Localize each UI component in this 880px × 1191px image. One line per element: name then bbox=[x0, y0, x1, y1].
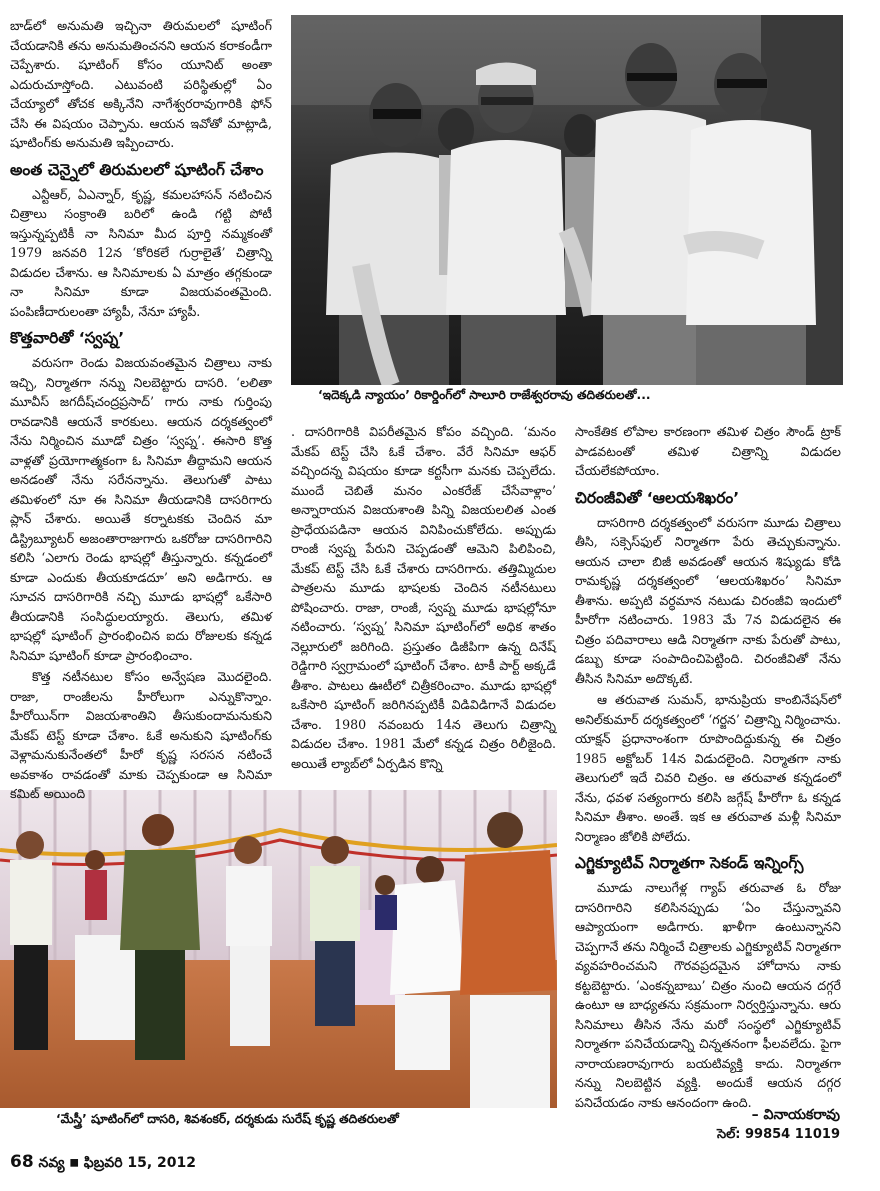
author-signature bbox=[660, 1105, 840, 1145]
paragraph: . దాసరిగారికి విపరీతమైన కోపం వచ్చింది. ‘మనం మేకప్ టెస్ట్ చేసి ఓకే చేశాం. వేరే సినిమా ఆఫర్ వచ్చిందన్న విషయం కూడా కర్టసీగా మనకు చెప్పలేదు. ముందే చెబితే మనం ఎంకరేజ్ చేసేవాళ్లాం’ అన్నారాయన విజయశాంతి పిన్ని విజయలలిత ఎంత ప్రాధేయపడినా ఆయన వినిపించుకోలేదు. అప్పుడు రాంజీ స్వప్న పేరుని చెప్పడంతో ఆమెని పిలిపించి, మేకప్ టెస్ట్ చేసి ఓకే చేశారు దాసరిగారు. తత్తిమ్మిదుల పాత్రలను మూడు భాషలకు చెందిన నటీనటులు పోషించారు. రాజా, రాంజీ, స్వప్న మూడు భాషల్లోనూ నటించారు. ‘స్వప్న’ సినిమా షూటింగ్‌లో అధిక శాతం నెల్లూరులో జరిగింది. ప్రస్తుతం డిజీపిగా ఉన్న దినేష్ రెడ్డిగారి స్వగ్రామంలో షూటింగ్ చేశాం. టాకీ పార్ట్ అక్కడే తీశాం. పాటలు ఊటీలో చిత్రీకరించాం. మూడు భాషల్లో ఒకేసారి షూటింగ్ జరిగినప్పటికీ విడివిడిగానే విడుదల చేశాం. 1980 నవంబరు 14న తెలుగు చిత్రాన్ని విడుదల చేశాం. 1981 మేలో కన్నడ చిత్రం రిలీజైంది. అయితే ల్యాబ్‌లో ఏర్పడిన కొన్ని bbox=[291, 424, 556, 771]
subheading: ఎగ్జిక్యూటివ్ నిర్మాతగా సెకండ్ ఇన్నింగ్స్ bbox=[575, 854, 804, 872]
page-number: 68 bbox=[10, 1152, 34, 1172]
paragraph: ఆ తరువాత సుమన్, భానుప్రియ కాంబినేషన్‌లో అనిల్‌కుమార్ దర్శకత్వంలో ‘గర్జన’ చిత్రాన్ని నిర్మించాను. యాక్షన్ ప్రధానాంశంగా రూపొందిద్దుకున్న ఈ చిత్రం 1985 అక్టోబర్ 14న విడుదలైంది. నిర్మాతగా నాకు తెలుగులో ఇదే చివరి చిత్రం. ఆ తరువాత కన్నడంలో నేను, ధవళ సత్యంగారు కలిసి జగ్గేష్ హీరోగా ఓ కన్నడ సినిమా తీశాం. అంతే. ఇక ఆ తరువాత మళ్లీ సినిమా నిర్మాణం జోలికి పోలేదు. bbox=[575, 692, 841, 844]
subheading: చిరంజీవితో ‘ఆలయశిఖరం’ bbox=[575, 488, 740, 507]
photo-mestri-shooting bbox=[0, 790, 557, 1108]
paragraph: సాంకేతిక లోపాల కారణంగా తమిళ చిత్రం సౌండ్ ట్రాక్ పాడవటంతో తమిళ చిత్రాన్ని విడుదల చేయలేకపోయాం. bbox=[575, 424, 841, 478]
paragraph: కొత్త నటీనటుల కోసం అన్వేషణ మొదలైంది. రాజా, రాంజీలను హీరోలుగా ఎన్నుకొన్నాం. హీరోయిన్‌గా విజయశాంతిని తీసుకుందామనుకుని మేకప్ టెస్ట్ కూడా చేశాం. ఓకే అనుకుని షూటింగ్‌కు వెళ్లామనుకునేంతలో హీరో కృష్ణ సరసన నటించే అవకాశం రావడంతో మాకు చెప్పకుండా ఆ సినిమా కమిట్ అయింది bbox=[10, 669, 272, 801]
magazine-name: నవ్య bbox=[38, 1155, 65, 1171]
bottom-photo-caption: ‘మేస్త్రీ’ షూటింగ్‌లో దాసరి, శివశంకర్, దర్శకుడు సురేష్ కృష్ణ తదితరులతో bbox=[56, 1112, 399, 1126]
subheading: అంత చెన్నైలో తిరుమలలో షూటింగ్ చేశాం bbox=[10, 160, 264, 179]
article-column-3 bbox=[575, 422, 841, 1114]
photo-shooting-image bbox=[0, 790, 557, 1108]
subheading: కొత్తవారితో ‘స్వప్న’ bbox=[10, 329, 125, 347]
author-name: – వినాయకరావు bbox=[751, 1107, 840, 1123]
issue-date: ఫిబ్రవరి 15, 2012 bbox=[83, 1155, 197, 1171]
article-column-2 bbox=[291, 422, 556, 775]
paragraph: ఎన్టీఆర్, ఏఎన్నార్, కృష్ణ, కమలహాసన్ నటించిన చిత్రాలు సంక్రాంతి బరిలో ఉండి గట్టి పోటీ ఇస్తున్నప్పటికీ నా సినిమా మీద పూర్తి నమ్మకంతో 1979 జనవరి 12న ‘కోరికలే గుర్రాలైతే’ చిత్రాన్ని విడుదల చేశాను. ఆ సినిమాలకు ఏ మాత్రం తగ్గకుండా నా సినిమా కూడా విజయవంతమైంది. పంపిణీదారులంతా హ్యాపీ, నేనూ హ్యాపీ. bbox=[10, 186, 272, 319]
paragraph: బాడ్‌లో అనుమతి ఇచ్చినా తిరుమలలో షూటింగ్ చేయడానికి తను అనుమతించనని ఆయన కరాకండీగా చెప్పేశారు. షూటింగ్ కోసం యూనిట్ అంతా ఎదురుచూస్తోంది. ఎటువంటి పరిస్థితుల్లో ఏం చేయ్యాలో తోచక అక్కినేని నాగేశ్వరరావుగారికి ఫోన్ చేసి ఈ విషయం చెప్పాను. ఆయన ఇవోతో మాట్లాడి, షూటింగ్‌కు అనుమతి ఇప్పించారు. bbox=[10, 18, 272, 150]
square-bullet-icon: ■ bbox=[69, 1157, 79, 1169]
article-column-1 bbox=[10, 16, 272, 806]
paragraph: వరుసగా రెండు విజయవంతమైన చిత్రాలు నాకు ఇచ్చి, నిర్మాతగా నన్ను నిలబెట్టారు దాసరి. ‘లలితా మూవీస్ జగదీష్‌చంద్రప్రసాద్’ గారు నాకు గుర్తింపు రావడానికి ఆయనే కారకులు. ఆయన దర్శకత్వంలో నేను నిర్మించిన మూడో చిత్రం ‘స్వప్న’. ఈసారి కొత్త వాళ్లతో ప్రయోగాత్మకంగా ఓ సినిమా తీద్దామని ఆయన అనడంతో నేను సరేనన్నాను. తెలుగుతో పాటు తమిళంలో నూ ఈ సినిమా తీయడానికి దాసరిగారు ప్లాన్ చేశారు. అయితే కర్నాటకకు చెందిన మా డిస్ట్రిబ్యూటర్ అజంతారాజుగారు ఒకరోజు దాసరిగారిని కలిసి ‘ఎలాగు రెండు భాషల్లో తీస్తున్నారు. కన్నడంలో కూడా ఎందుకు తీయకూడదూ’ అని అడిగారు. ఆ సూచన దాసరిగారికి నచ్చి మూడు భాషల్లో ఒకేసారి తీయడానికి సంసిద్ధులయ్యారు. తెలుగు, తమిళ భాషల్లో షూటింగ్ ప్రారంభించిన ఐదు రోజులకు కన్నడ సినిమా షూటింగ్ కూడా ప్రారంభించాం. bbox=[10, 355, 272, 663]
paragraph: మూడు నాలుగేళ్ల గ్యాప్ తరువాత ఓ రోజు దాసరిగారిని కలిసినప్పుడు ‘ఏం చేస్తున్నావని ఆప్యాయంగా అడిగారు. ఖాళీగా ఉంటున్నానని చెప్పగానే తను నిర్మించే చిత్రాలకు ఎగ్జిక్యూటివ్ నిర్మాతగా వ్యవహరించమని గౌరవప్రదమైన హోదాను నాకు కట్టబెట్టారు. ‘ఎంకన్నబాబు’ చిత్రం నుంచి ఆయన దగ్గరే ఉంటూ ఆ బాధ్యతను సక్రమంగా నిర్వర్తిస్తున్నాను. ఆరు సినిమాలు తీసిన నేను మరో సంస్థలో ఎగ్జిక్యూటివ్ నిర్మాతగా పనిచేయడాన్ని చిన్నతనంగా ఫీలవలేదు. పైగా నారాయణరావుగారు బయటివ్యక్తి కాదు. నిర్మాతగా నన్ను నిలబెట్టిన వ్యక్తి. అందుకే ఆయన దగ్గర పనిచేయడం నాకు ఆనందంగా ఉంది. bbox=[575, 880, 841, 1110]
photo-recording-image bbox=[291, 15, 843, 385]
paragraph: దాసరిగారి దర్శకత్వంలో వరుసగా మూడు చిత్రాలు తీసి, సక్సెస్‌ఫుల్ నిర్మాతగా పేరు తెచ్చుకున్నాను. ఆయన చాలా బిజీ అవడంతో ఆయన శిష్యుడు కోడి రామకృష్ణ దర్శకత్వంలో ‘ఆలయశిఖరం’ సినిమా తీశాను. అప్పటి వర్ధమాన నటుడు చిరంజీవి ఇందులో హీరోగా నటించారు. 1983 మే 7న విడుదలైన ఈ చిత్రం పదివారాలు ఆడి నిర్మాతగా నాకు పేరుతో పాటు, డబ్బు కూడా సంపాదించిపెట్టింది. చిరంజీవితో నేను తీసిన సినిమా అదొక్కటే. bbox=[575, 514, 841, 686]
photo-recording-session bbox=[291, 15, 843, 385]
page-footer bbox=[10, 1152, 196, 1174]
top-photo-caption: ‘ఇదెక్కడి న్యాయం’ రికార్డింగ్‌లో సాలూరి రాజేశ్వరరావు తదితరులతో... bbox=[318, 388, 651, 402]
author-phone: సెల్: 99854 11019 bbox=[716, 1127, 840, 1142]
